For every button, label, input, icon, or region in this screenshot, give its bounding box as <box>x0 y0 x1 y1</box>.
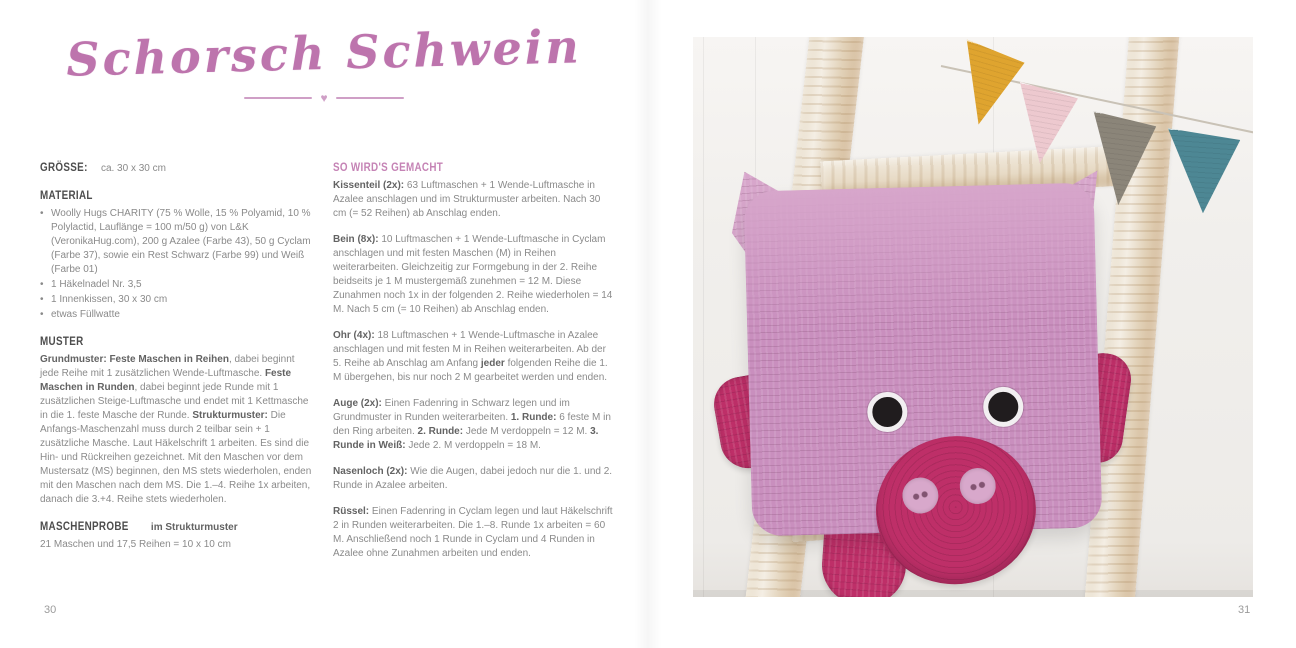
instruction-nasenloch <box>333 465 616 493</box>
flag-cloth <box>1162 127 1241 216</box>
size-heading: GRÖSSE: <box>40 160 88 174</box>
text-segment: Jede 2. M verdoppeln = 18 M. <box>408 440 541 451</box>
divider-line-right <box>336 97 404 99</box>
text-segment: 6 feste M in den Ring arbeiten. <box>333 412 611 437</box>
instruction-bein <box>333 233 616 317</box>
title-divider <box>244 92 403 104</box>
text-segment: , dabei beginnt jede Runde mit 1 zusätzlichen Steige-Luftmasche und endet mit 1 Kettmasche in die 1. feste Masche der Runde. <box>40 382 309 421</box>
text-segment: jeder <box>480 358 505 369</box>
text-segment: Bein (8x): <box>333 234 382 245</box>
instructions-heading: SO WIRD'S GEMACHT <box>333 160 444 174</box>
text-segment: 10 Luftmaschen + 1 Wende-Luftmasche in Cyclam anschlagen und mit festen Maschen (M) in Reihen weiterarbeiten. Gleichzeitig zur Formgebung in der 2. Reihe beidseits je 1 M mustergemäß zunehmen = 12 M. Diese Zunahmen noch 1x in der folgenden 2. Reihe wiederholen = 14 M. Nach 5 cm (= 10 Reihen) ab Anschlag enden. <box>333 234 613 315</box>
text-segment: Die Anfangs-Maschenzahl muss durch 2 teilbar sein + 1 zusätzliche Masche. Laut Häkelschrift 1 arbeiten. Es sind die Hin- und Rückreihen gezeichnet. Mit den Maschen vor dem Mustersatz (MS) beginnen, den MS stets wiederholen, enden mit den Maschen nach dem MS. Die 1.–4. Reihe 1x arbeiten, danach die 3.+4. Reihe stets wiederholen. <box>40 410 312 505</box>
material-item: • Woolly Hugs CHARITY (75 % Wolle, 15 % Polyamid, 10 % Polylactid, Lauflänge = 100 m/50 g) von L&K (VeronikaHug.com), 200 g Azalee (Farbe 43), 50 g Cyclam (Farbe 37), sowie ein Rest Schwarz (Farbe 99) und Weiß (Farbe 01) <box>40 207 312 277</box>
divider-line-left <box>244 97 312 99</box>
maschenprobe-subheading: im Strukturmuster <box>148 522 238 533</box>
text-segment: Jede M verdoppeln = 12 M. <box>465 426 591 437</box>
text-segment: Einen Fadenring in Cyclam legen und laut Häkelschrift 2 in Runden weiterarbeiten. Die 1.–8. Runde 1x arbeiten = 60 M. Anschließend noch 1 Runde in Cyclam und 4 Runden in Azalee ohne Zunahmen arbeiten und enden. <box>333 506 613 559</box>
title-block <box>0 19 648 105</box>
bunting-flag-teal <box>1162 127 1241 216</box>
text-segment: Wie die Augen, dabei jedoch nur die 1. und 2. Runde in Azalee arbeiten. <box>333 466 613 491</box>
text-segment: Grundmuster: Feste Maschen in Reihen <box>40 354 229 365</box>
material-item: • 1 Innenkissen, 30 x 30 cm <box>40 293 312 307</box>
info-column <box>40 160 312 564</box>
pig-right-eye <box>983 386 1024 427</box>
maschenprobe-heading-row <box>40 519 312 535</box>
material-item: • 1 Häkelnadel Nr. 3,5 <box>40 278 312 292</box>
muster-heading: MUSTER <box>40 334 84 348</box>
text-segment: folgenden Reihe die 1. M übergehen, bis nur noch 2 M gearbeitet werden und enden. <box>333 358 608 383</box>
text-segment: Kissenteil (2x): <box>333 180 407 191</box>
flag-cloth <box>1083 109 1158 208</box>
size-value: ca. 30 x 30 cm <box>100 163 166 174</box>
instructions-heading-row <box>333 160 616 176</box>
material-item: • etwas Füllwatte <box>40 308 312 322</box>
pig-body <box>744 182 1103 536</box>
text-segment: Nasenloch (2x): <box>333 466 411 477</box>
size-section <box>40 160 312 176</box>
text-segment: Rüssel: <box>333 506 372 517</box>
text-segment: , dabei beginnt jede Reihe mit 1 zusätzlichen Wende-Luftmasche. <box>40 354 295 379</box>
heart-icon: ♥ <box>320 91 328 105</box>
text-segment: Ohr (4x): <box>333 330 378 341</box>
page-number-right: 31 <box>1238 604 1251 616</box>
text-segment: Feste Maschen in Runden <box>40 368 292 393</box>
muster-heading-row <box>40 334 312 350</box>
muster-paragraph <box>40 353 312 507</box>
material-heading: MATERIAL <box>40 188 93 202</box>
instruction-ohr <box>333 329 616 385</box>
maschenprobe-heading: MASCHENPROBE <box>40 519 129 533</box>
text-segment: 18 Luftmaschen + 1 Wende-Luftmasche in Azalee anschlagen und mit festen M in Reihen weiterarbeiten. Ab der 5. Reihe ab Anschlag am Anfang <box>333 330 606 369</box>
pig-left-nostril <box>901 476 940 515</box>
text-segment: 63 Luftmaschen + 1 Wende-Luftmasche in Azalee anschlagen und im Strukturmuster arbeiten. Nach 30 cm (= 52 Reihen) ab Anschlag enden. <box>333 180 601 219</box>
text-segment: Auge (2x): <box>333 398 385 409</box>
text-segment: Einen Fadenring in Schwarz legen und im Grundmuster in Runden weiterarbeiten. <box>333 398 570 423</box>
pig-left-eye <box>867 391 908 432</box>
text-segment: Strukturmuster: <box>192 410 271 421</box>
material-list <box>40 207 312 322</box>
material-heading-row <box>40 188 312 204</box>
instructions-column <box>333 160 616 573</box>
bunting-flag-gray <box>1083 109 1158 208</box>
pig-right-nostril <box>958 466 997 505</box>
text-segment: 1. Runde: <box>510 412 560 423</box>
instruction-kissenteil <box>333 179 616 221</box>
page-number-left: 30 <box>44 604 57 616</box>
maschenprobe-value: 21 Maschen und 17,5 Reihen = 10 x 10 cm <box>40 539 231 550</box>
page-title: Schorsch Schwein <box>65 19 583 87</box>
instruction-ruessel <box>333 505 616 561</box>
text-segment: 2. Runde: <box>417 426 466 437</box>
pig-pillow-photo <box>693 37 1253 597</box>
instruction-auge <box>333 397 616 453</box>
text-segment: 3. Runde in Weiß: <box>333 426 599 451</box>
page-gutter <box>634 0 662 648</box>
